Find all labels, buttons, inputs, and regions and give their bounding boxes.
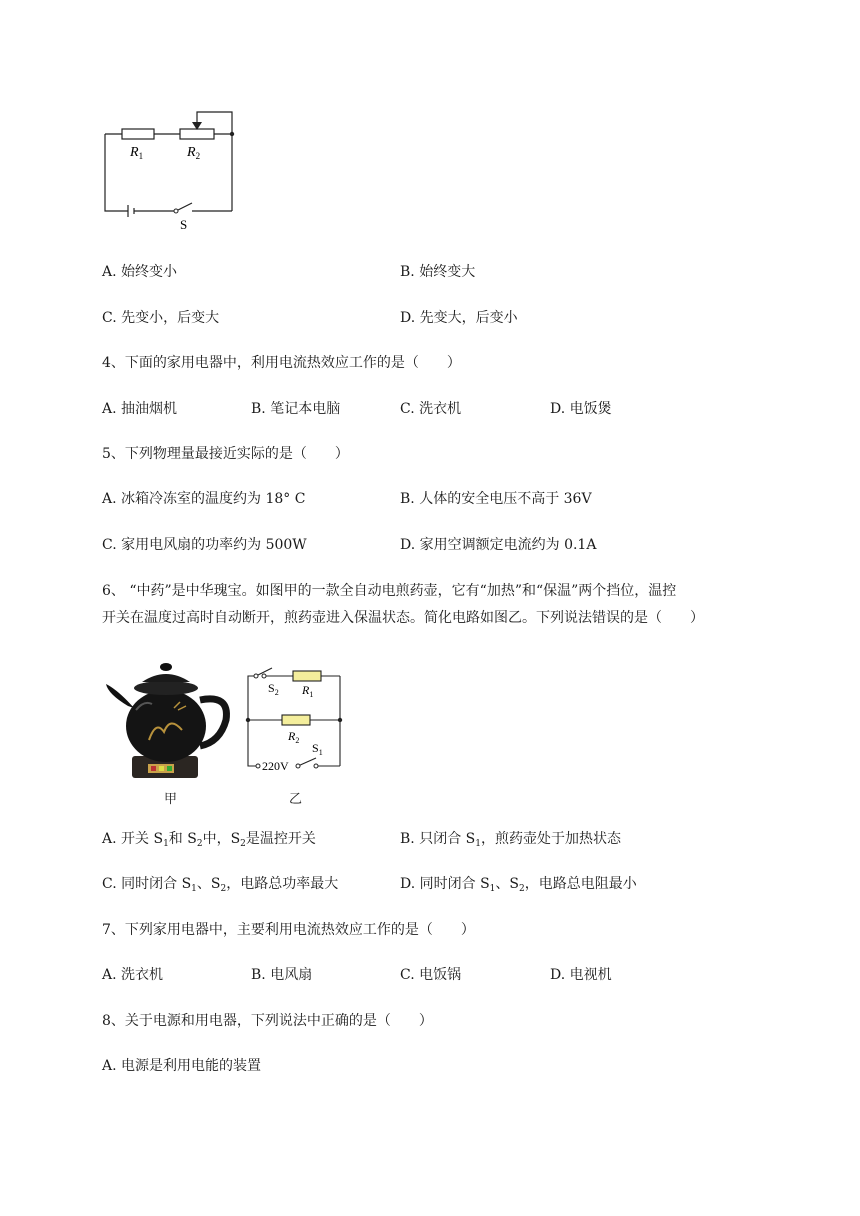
q7-option-c[interactable]: C. 电饭锅 [400,967,462,983]
voltage-label: 220V [262,759,289,773]
q4-option-a[interactable]: A. 抽油烟机 [102,401,178,417]
q7-option-d[interactable]: D. 电视机 [550,967,612,983]
q4-option-c[interactable]: C. 洗衣机 [400,401,462,417]
q3-option-b[interactable]: B. 始终变大 [400,264,476,280]
q6-stem-line2: 开关在温度过高时自动断开，煎药壶进入保温状态。简化电路如图乙。下列说法错误的是（ ） [102,610,704,626]
s2-label: $S_2$ [268,681,279,697]
q5-option-c[interactable]: C. 家用电风扇的功率约为 500W [102,537,307,553]
circuit-diagram-2 [240,660,350,780]
q6-stem-line1: 6、 “中药”是中华瑰宝。如图甲的一款全自动电煎药壶，它有“加热”和“保温”两个挡位，温控 [102,583,677,599]
q6-option-c[interactable]: C. 同时闭合 $S_1$、$S_2$，电路总功率最大 [102,876,339,894]
q5-option-b[interactable]: B. 人体的安全电压不高于 36V [400,491,592,507]
q5-option-d[interactable]: D. 家用空调额定电流约为 0.1A [400,537,597,553]
q6-option-b[interactable]: B. 只闭合 $S_1$，煎药壶处于加热状态 [400,831,621,849]
r1-label: $R_1$ [130,145,144,161]
switch-label: S [180,217,188,232]
r2-label: $R_2$ [187,145,201,161]
q3-option-d[interactable]: D. 先变大，后变小 [400,310,518,326]
q6-option-d[interactable]: D. 同时闭合 $S_1$、$S_2$，电路总电阻最小 [400,876,637,894]
q5-stem: 5、下列物理量最接近实际的是（ ） [102,446,349,462]
q3-option-c[interactable]: C. 先变小，后变大 [102,310,220,326]
circuit-diagram-1 [96,104,246,234]
figure-label-yi: 乙 [289,792,303,807]
figure-label-jia: 甲 [164,792,178,807]
s1-label: $S_1$ [312,741,323,757]
q7-option-b[interactable]: B. 电风扇 [251,967,313,983]
q6-option-a[interactable]: A. 开关 $S_1$和 $S_2$中，$S_2$是温控开关 [102,831,316,849]
q4-option-d[interactable]: D. 电饭煲 [550,401,612,417]
r1-label-2: $R_1$ [302,683,314,699]
q8-stem: 8、关于电源和用电器，下列说法中正确的是（ ） [102,1013,433,1029]
decoction-pot-image [104,660,232,782]
q8-option-a[interactable]: A. 电源是利用电能的装置 [102,1058,262,1074]
q7-stem: 7、下列家用电器中，主要利用电流热效应工作的是（ ） [102,922,475,938]
q4-stem: 4、下面的家用电器中，利用电流热效应工作的是（ ） [102,355,461,371]
q7-option-a[interactable]: A. 洗衣机 [102,967,164,983]
q5-option-a[interactable]: A. 冰箱冷冻室的温度约为 18° C [102,491,306,507]
r2-label-2: $R_2$ [288,729,300,745]
q3-option-a[interactable]: A. 始终变小 [102,264,178,280]
q4-option-b[interactable]: B. 笔记本电脑 [251,401,341,417]
